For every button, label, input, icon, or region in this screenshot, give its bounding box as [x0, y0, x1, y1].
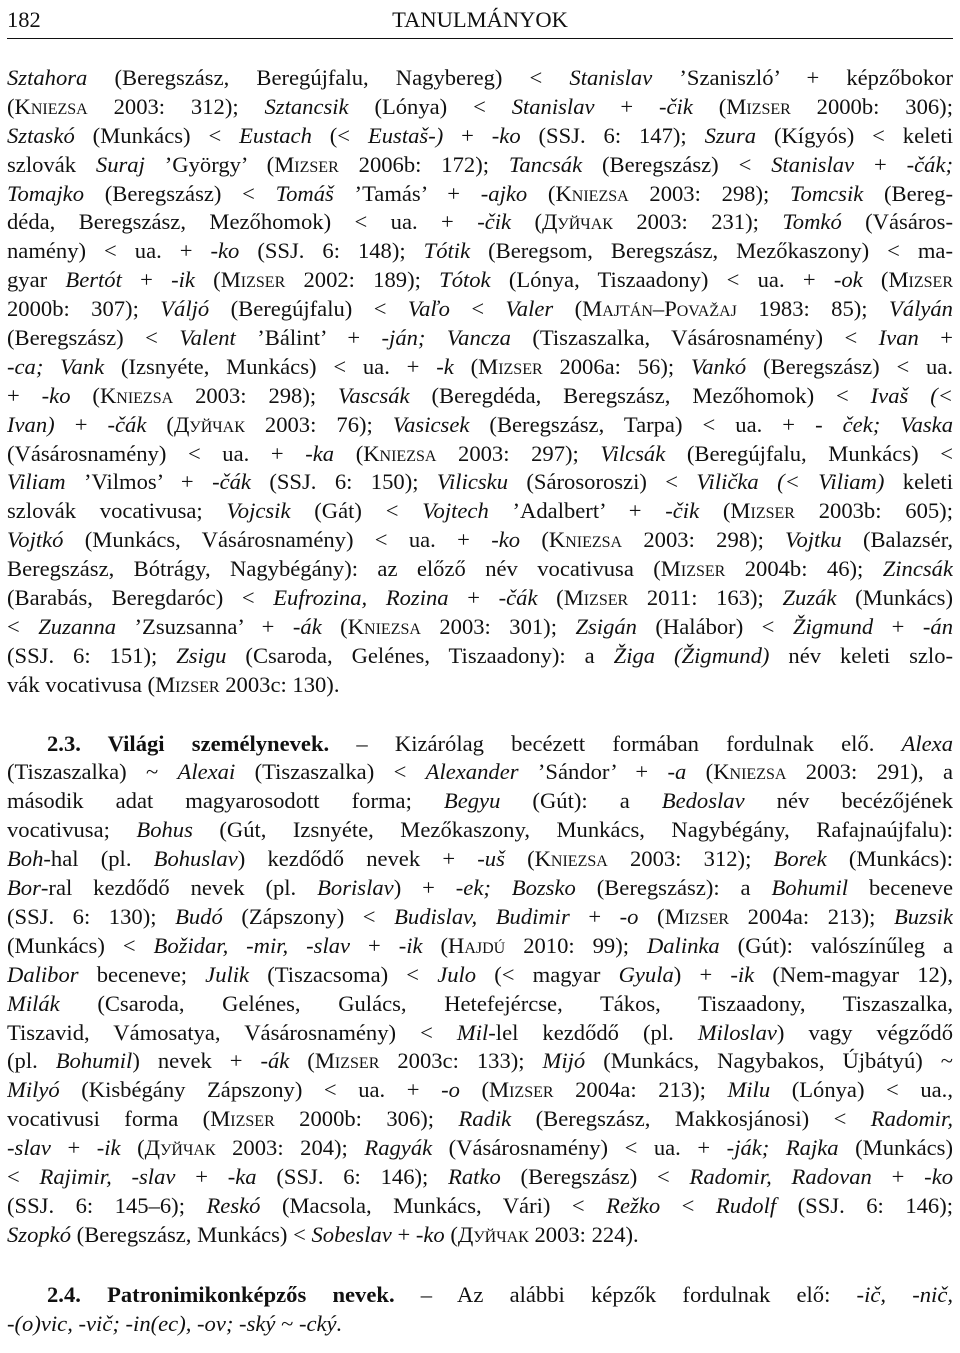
text-line: Boh-hal (pl. Bohuslav) kezdődő nevek + -uš (Kniezsa 2003: 312); Borek (Munkács):	[7, 846, 953, 872]
text-line: vák vocativusa (Mizser 2003c: 130).	[7, 671, 340, 697]
section-heading-line: 2.4. Patronimikonképzős nevek. – Az alábbi képzők fordulnak elő: -ič, -nič,	[47, 1281, 953, 1307]
text-line: (Tiszaszalka) ~ Alexai (Tiszaszalka) < Alexander ’Sándor’ + -a (Kniezsa 2003: 291), a	[7, 759, 953, 785]
text-line: 2000b: 307); Váljó (Beregújfalu) < Vaľo < Valer (Majtán–Považaj 1983: 85); Vályán	[7, 296, 953, 322]
text-line: (Barabás, Beregdaróc) < Eufrozina, Rozina + -čák (Mizser 2011: 163); Zuzák (Munkács)	[7, 585, 953, 611]
text-line: (Vásárosnamény) < ua. + -ka (Kniezsa 2003: 297); Vilcsák (Beregújfalu, Munkács) <	[7, 440, 953, 466]
text-line: -(o)vic, -vič; -in(ec), -ov; -ský ~ -cký.	[7, 1310, 343, 1336]
text-body	[7, 64, 953, 1338]
text-line: (SSJ. 6: 145–6); Reskó (Macsola, Munkács, Vári) < Režko < Rudolf (SSJ. 6: 146);	[7, 1192, 953, 1218]
text-line: (Beregszász) < Valent ’Bálint’ + -ján; Vancza (Tiszaszalka, Vásárosnamény) < Ivan +	[7, 325, 953, 351]
text-line: namény) < ua. + -ko (SSJ. 6: 148); Tótik (Beregsom, Beregszász, Mezőkaszony) < ma-	[7, 238, 953, 264]
paragraph-gap	[7, 700, 953, 730]
page-number: 182	[7, 7, 41, 32]
paragraph-gap	[7, 1250, 953, 1281]
text-line: szlovák vocativusa; Vojcsik (Gát) < Vojtech ’Adalbert’ + -čik (Mizser 2003b: 605);	[7, 498, 953, 524]
text-line: -slav + -ik (Дуйчак 2003: 204); Ragyák (Vásárosnamény) < ua. + -ják; Rajka (Munkács)	[7, 1135, 953, 1161]
text-line: (pl. Bohumil) nevek + -ák (Mizser 2003c: 133); Mijó (Munkács, Nagybakos, Újbátyú) ~	[7, 1048, 953, 1074]
text-line: Sztahora (Beregszász, Beregújfalu, Nagybereg) < Stanislav ’Szaniszló’ + képzőbokor	[7, 65, 953, 90]
section-2-3-secular-names	[7, 730, 953, 1250]
text-line: déda, Beregszász, Mezőhomok) < ua. + -čik (Дуйчак 2003: 231); Tomkó (Vásáros-	[7, 209, 953, 235]
page-header	[7, 5, 953, 39]
text-line: < Zuzanna ’Zsuzsanna’ + -ák (Kniezsa 2003: 301); Zsigán (Halábor) < Žigmund + -án	[7, 613, 953, 639]
text-line: Milák (Csaroda, Gelénes, Gulács, Hetefejércse, Tákos, Tiszaadony, Tiszaszalka,	[7, 990, 953, 1016]
text-line: gyar Bertót + -ik (Mizser 2002: 189); Tótok (Lónya, Tiszaadony) < ua. + -ok (Mizser	[7, 267, 953, 293]
section-2-4-patronymic-names	[7, 1281, 953, 1339]
text-line: (Kniezsa 2003: 312); Sztancsik (Lónya) < Stanislav + -čik (Mizser 2000b: 306);	[7, 93, 953, 119]
text-line: második adat magyarosodott forma; Begyu (Gút): a Bedoslav név becézőjének	[7, 788, 953, 814]
text-line: Bor-ral kezdődő nevek (pl. Borislav) + -ek; Bozsko (Beregszász): a Bohumil beceneve	[7, 875, 953, 901]
text-line: Szopkó (Beregszász, Munkács) < Sobeslav + -ko (Дуйчак 2003: 224).	[7, 1221, 639, 1247]
running-title: TANULMÁNYOK	[392, 7, 568, 32]
paragraph-surnames-s-z	[7, 64, 953, 700]
text-line: + -ko (Kniezsa 2003: 298); Vascsák (Beregdéda, Beregszász, Mezőhomok) < Ivaš (<	[7, 382, 953, 408]
section-heading-line: 2.3. Világi személynevek. – Kizárólag becézett formában fordulnak elő. Alexa	[47, 730, 953, 756]
text-line: Viliam ’Vilmos’ + -čák (SSJ. 6: 150); Vilicsku (Sárosoroszi) < Vilička (< Viliam) keleti	[7, 469, 953, 495]
text-line: < Rajimir, -slav + -ka (SSJ. 6: 146); Ratko (Beregszász) < Radomir, Radovan + -ko	[7, 1163, 953, 1189]
text-line: (SSJ. 6: 130); Budó (Zápszony) < Budislav, Budimir + -o (Mizser 2004a: 213); Buzsik	[7, 903, 953, 929]
text-line: vocativusa; Bohus (Gút, Izsnyéte, Mezőkaszony, Munkács, Nagybégány, Rafajnaújfalu):	[7, 817, 953, 843]
text-line: (Munkács) < Božidar, -mir, -slav + -ik (Hajdú 2010: 99); Dalinka (Gút): valószínűleg a	[7, 932, 953, 958]
text-line: szlovák Suraj ’György’ (Mizser 2006b: 172); Tancsák (Beregszász) < Stanislav + -čák;	[7, 151, 953, 177]
text-line: Milyó (Kisbégány Zápszony) < ua. + -o (Mizser 2004a: 213); Milu (Lónya) < ua.,	[7, 1077, 953, 1103]
text-line: Beregszász, Bótrágy, Nagybégány): az előző név vocativusa (Mizser 2004b: 46); Zincsák	[7, 556, 953, 582]
text-line: Ivan) + -čák (Дуйчак 2003: 76); Vasicsek (Beregszász, Tarpa) < ua. + - ček; Vaska	[7, 411, 953, 437]
text-line: Tomajko (Beregszász) < Tomáš ’Tamás’ + -ajko (Kniezsa 2003: 298); Tomcsik (Bereg-	[7, 180, 953, 206]
text-line: (SSJ. 6: 151); Zsigu (Csaroda, Gelénes, Tiszaadony): a Žiga (Žigmund) név keleti szlo-	[7, 642, 953, 668]
text-line: Sztaskó (Munkács) < Eustach (< Eustaš-) + -ko (SSJ. 6: 147); Szura (Kígyós) < keleti	[7, 122, 953, 148]
text-line: Dalibor beceneve; Julik (Tiszacsoma) < Julo (< magyar Gyula) + -ik (Nem-magyar 12),	[7, 961, 953, 987]
text-line: Vojtkó (Munkács, Vásárosnamény) < ua. + -ko (Kniezsa 2003: 298); Vojtku (Balazsér,	[7, 527, 953, 553]
text-line: vocativusi forma (Mizser 2000b: 306); Radik (Beregszász, Makkosjánosi) < Radomir,	[7, 1106, 953, 1132]
text-line: Tiszavid, Vámosatya, Vásárosnamény) < Mil-lel kezdődő (pl. Miloslav) vagy végződő	[7, 1019, 953, 1045]
text-line: -ca; Vank (Izsnyéte, Munkács) < ua. + -k (Mizser 2006a: 56); Vankó (Beregszász) < ua.	[7, 353, 953, 379]
